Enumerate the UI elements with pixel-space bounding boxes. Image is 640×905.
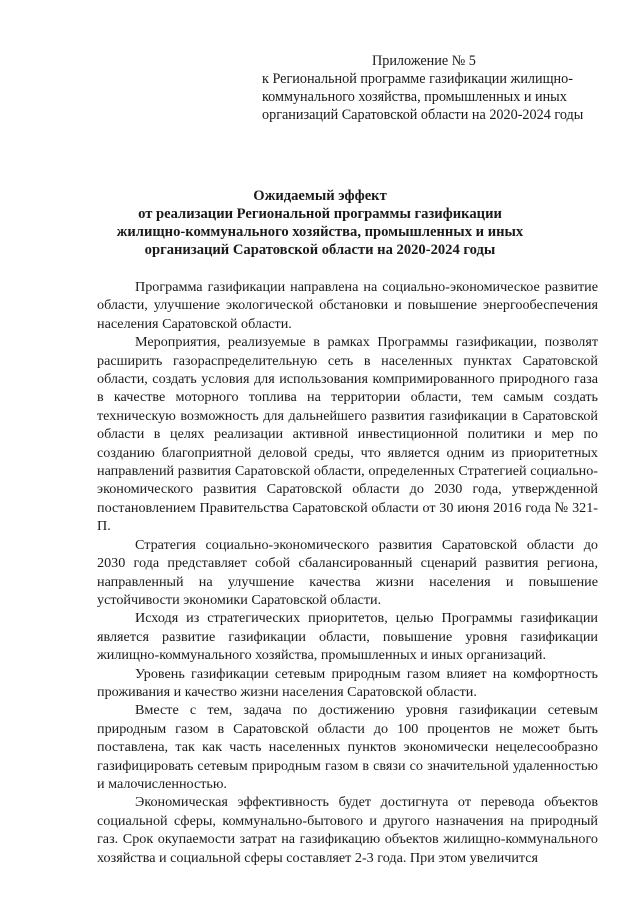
heading-line: жилищно-коммунального хозяйства, промышленных и иных	[116, 224, 524, 240]
paragraph-2: Мероприятия, реализуемые в рамках Программы газификации, позволят расширить газораспределительную сеть в населенных пунктах Саратовской области, создать условия для использования компримированного природного газа в качестве моторного топлива на территории области, тем самым создать техническую возможность для дальнейшего развития газификации в Саратовской области в целях реализации активной инвестиционной политики и мер по созданию благоприятной деловой среды, что является одним из приоритетных направлений развития Саратовской области, определенных Стратегией социально-экономического развития Саратовской области до 2030 года, утвержденной постановлением Правительства Саратовской области от 30 июня 2016 года № 321-П.	[97, 334, 598, 535]
document-body	[97, 278, 598, 867]
appendix-line: организаций Саратовской области на 2020-2024 годы	[262, 107, 584, 123]
paragraph-6: Вместе с тем, задача по достижению уровня газификации сетевым природным газом в Саратовской области до 100 процентов не может быть поставлена, так как часть населенных пунктов экономически нецелесообразно газифицировать сетевым природным газом в связи со значительной удаленностью и малочисленностью.	[97, 702, 598, 792]
paragraph-4: Исходя из стратегических приоритетов, целью Программы газификации является развитие газификации области, повышение уровня газификации жилищно-коммунального хозяйства, промышленных и иных организаций.	[97, 610, 598, 664]
appendix-block	[262, 52, 602, 124]
heading-line: Ожидаемый эффект	[253, 188, 387, 204]
paragraph-3: Стратегия социально-экономического развития Саратовской области до 2030 года представляет собой сбалансированный сценарий развития региона, направленный на улучшение качества жизни населения и повышение устойчивости экономики Саратовской области.	[97, 536, 598, 608]
appendix-line: коммунального хозяйства, промышленных и иных	[262, 89, 567, 105]
appendix-line: к Региональной программе газификации жилищно-	[262, 71, 573, 87]
appendix-title: Приложение № 5	[372, 53, 476, 69]
paragraph-1: Программа газификации направлена на социально-экономическое развитие области, улучшение экологической обстановки и повышение энергообеспечения населения Саратовской области.	[97, 279, 598, 332]
paragraph-5: Уровень газификации сетевым природным газом влияет на комфортность проживания и качество жизни населения Саратовской области.	[97, 665, 598, 700]
heading-line: организаций Саратовской области на 2020-2024 годы	[144, 242, 496, 258]
document-heading	[100, 187, 540, 259]
paragraph-7: Экономическая эффективность будет достигнута от перевода объектов социальной сферы, коммунально-бытового и другого назначения на природный газ. Срок окупаемости затрат на газификацию объектов жилищно-коммунального хозяйства и социальной сферы составляет 2-3 года. При этом увеличится	[97, 794, 598, 866]
heading-line: от реализации Региональной программы газификации	[138, 206, 502, 222]
